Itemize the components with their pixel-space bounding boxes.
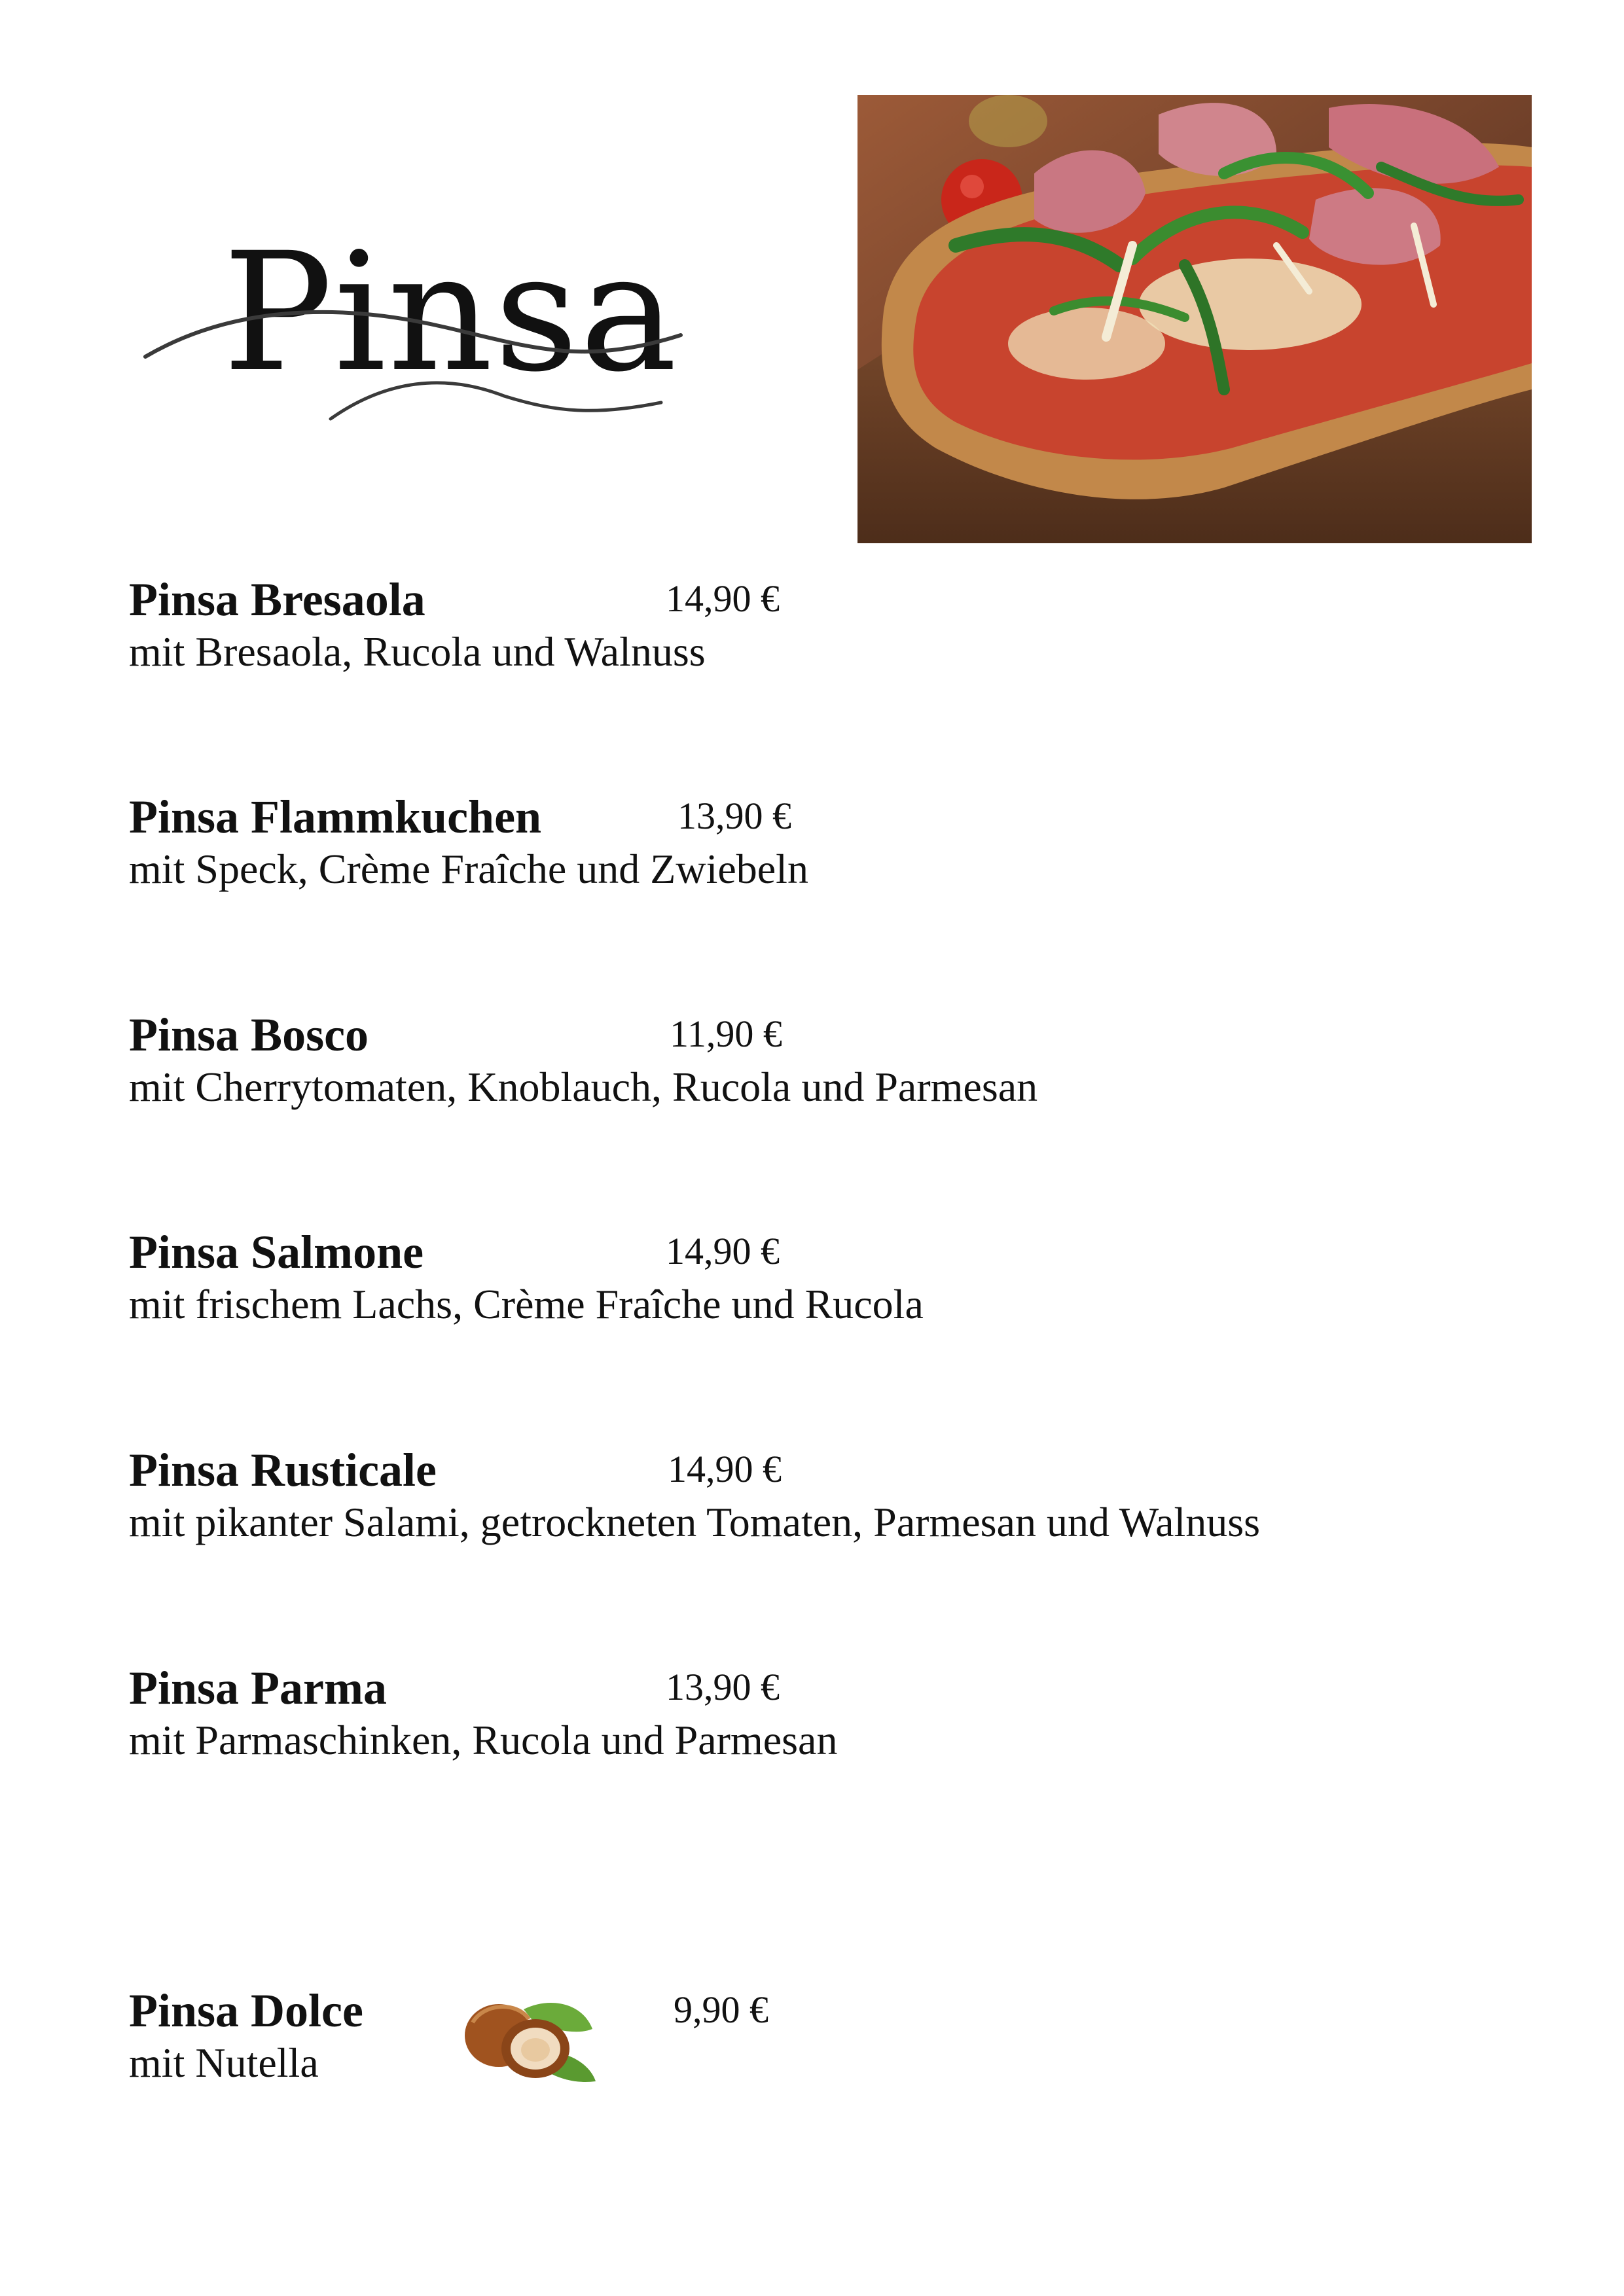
item-description: mit frischem Lachs, Crème Fraîche und Rucola — [129, 1281, 924, 1327]
item-price: 9,90 € — [674, 1988, 768, 2031]
item-description: mit Bresaola, Rucola und Walnuss — [129, 628, 706, 675]
item-description: mit Parmaschinken, Rucola und Parmesan — [129, 1717, 838, 1763]
item-name: Pinsa Parma — [129, 1662, 387, 1714]
item-name: Pinsa Bosco — [129, 1009, 369, 1061]
item-description: mit Cherrytomaten, Knoblauch, Rucola und Parmesan — [129, 1064, 1038, 1110]
hazelnut-icon — [458, 1990, 602, 2088]
item-description: mit pikanter Salami, getrockneten Tomaten, Parmesan und Walnuss — [129, 1499, 1261, 1545]
pinsa-photo — [857, 95, 1532, 543]
item-price: 14,90 € — [668, 1448, 782, 1490]
page-title: Pinsa — [223, 217, 679, 408]
item-price: 13,90 € — [677, 795, 791, 837]
item-name: Pinsa Dolce — [129, 1984, 363, 2037]
item-price: 14,90 € — [666, 1230, 780, 1272]
item-price: 13,90 € — [666, 1666, 780, 1708]
item-name: Pinsa Salmone — [129, 1226, 424, 1278]
item-name: Pinsa Rusticale — [129, 1444, 437, 1496]
item-price: 14,90 € — [666, 577, 780, 620]
item-name: Pinsa Flammkuchen — [129, 791, 542, 843]
wave-decoration — [137, 281, 694, 432]
item-description: mit Speck, Crème Fraîche und Zwiebeln — [129, 846, 808, 892]
item-price: 11,90 € — [670, 1013, 782, 1055]
item-description: mit Nutella — [129, 2039, 319, 2086]
item-name: Pinsa Bresaola — [129, 573, 425, 626]
